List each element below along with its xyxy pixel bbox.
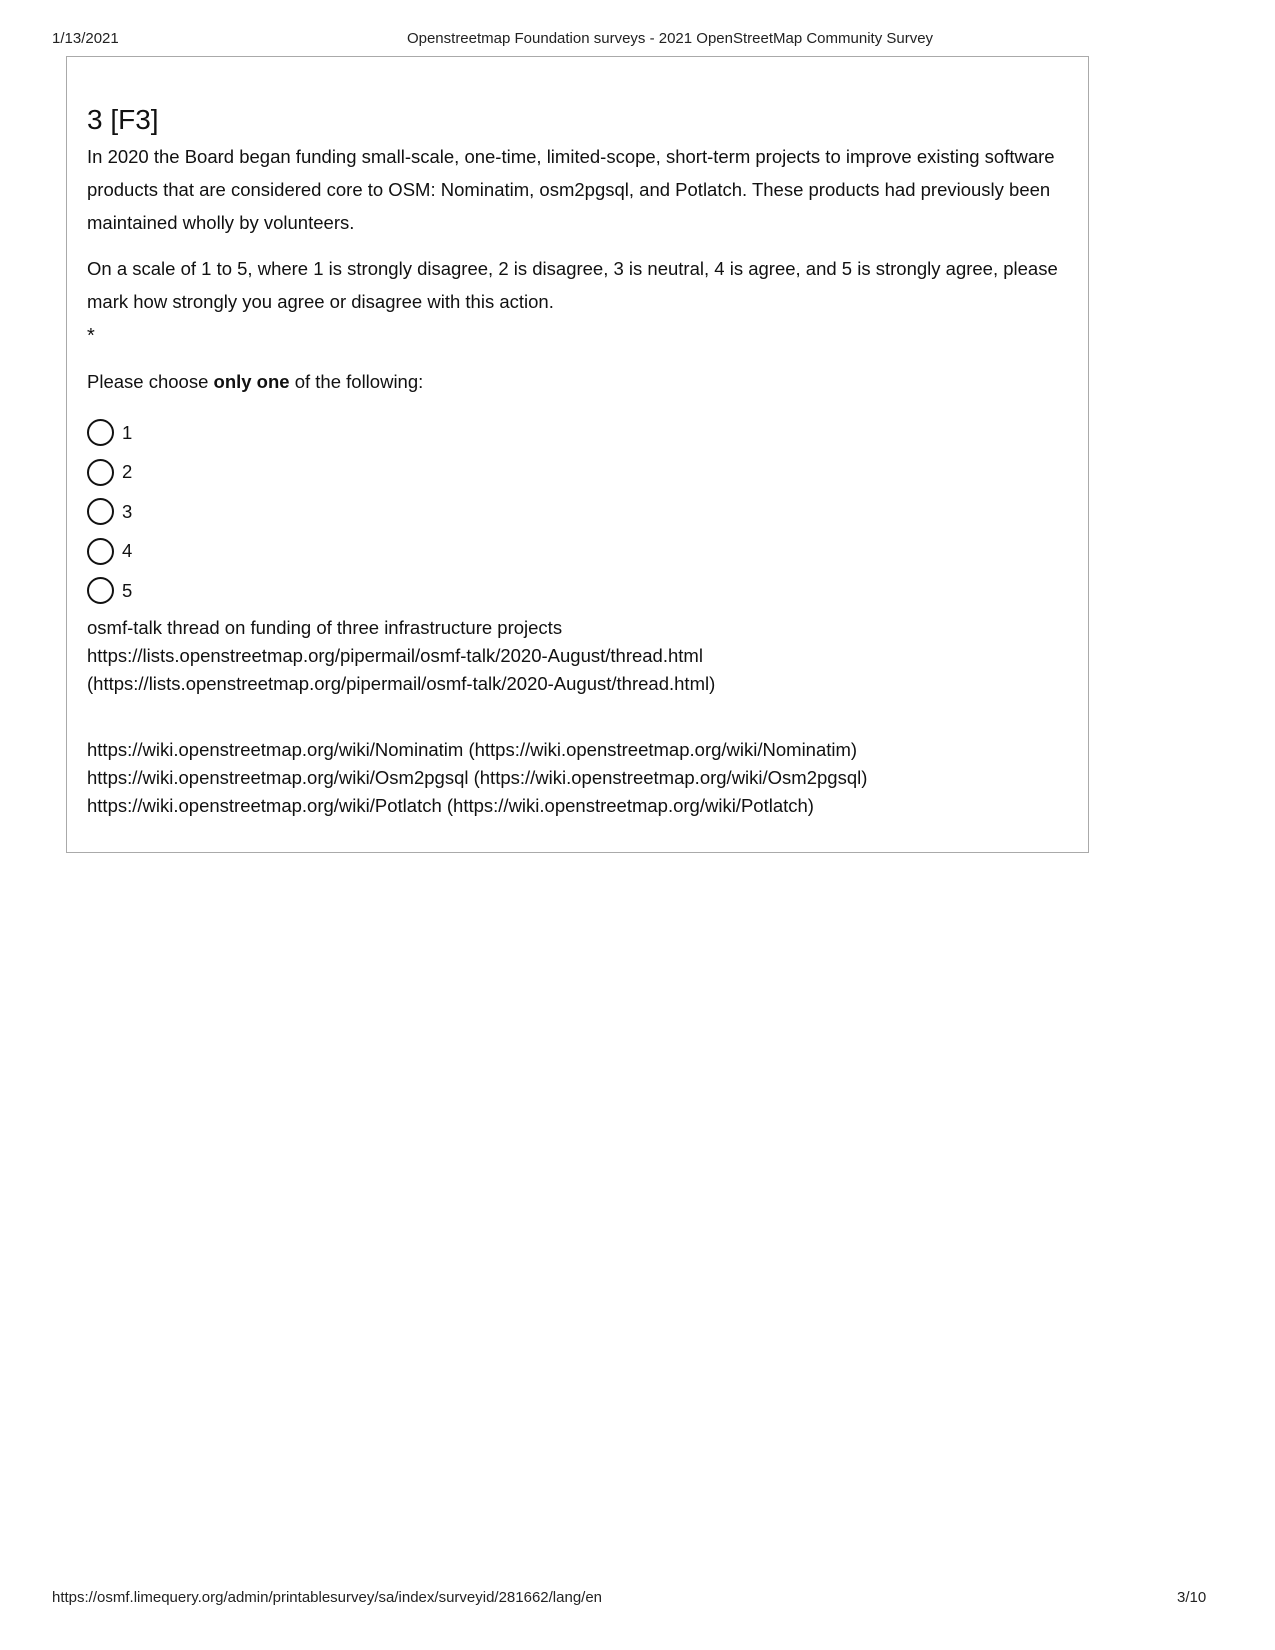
radio-circle-icon[interactable] — [87, 577, 114, 604]
radio-option-5[interactable] — [87, 571, 1068, 611]
help-text — [87, 614, 1068, 820]
option-label: 5 — [122, 579, 133, 601]
required-mark: * — [87, 325, 95, 347]
option-label: 1 — [122, 421, 133, 443]
radio-option-1[interactable] — [87, 413, 1068, 453]
thread-label: osmf-talk thread on funding of three infrastructure projects — [87, 616, 563, 638]
print-date: 1/13/2021 — [52, 30, 119, 47]
radio-circle-icon[interactable] — [87, 498, 114, 525]
thread-link-paren[interactable]: (https://lists.openstreetmap.org/pipermail/osmf-talk/2020-August/thread.html) — [87, 672, 716, 694]
question-intro: In 2020 the Board began funding small-scale, one-time, limited-scope, short-term projects to improve existing software products that are considered core to OSM: Nominatim, osm2pgsql, and Potlatch. These products had previously been maintained wholly by volunteers. — [87, 146, 1055, 233]
question-scale-text: On a scale of 1 to 5, where 1 is strongly disagree, 2 is disagree, 3 is neutral, 4 is agree, and 5 is strongly agree, please mark how strongly you agree or disagree with this action. — [87, 258, 1058, 312]
footer-url: https://osmf.limequery.org/admin/printablesurvey/sa/index/surveyid/281662/lang/en — [52, 1589, 603, 1606]
wiki-link-potlatch[interactable]: https://wiki.openstreetmap.org/wiki/Potlatch (https://wiki.openstreetmap.org/wiki/Potlatch) — [87, 794, 814, 816]
radio-group — [87, 413, 1068, 611]
radio-option-3[interactable] — [87, 492, 1068, 532]
choose-suffix: of the following: — [289, 371, 424, 392]
radio-option-4[interactable] — [87, 532, 1068, 572]
wiki-link-nominatim[interactable]: https://wiki.openstreetmap.org/wiki/Nominatim (https://wiki.openstreetmap.org/wiki/Nominatim) — [87, 738, 858, 760]
wiki-link-osm2pgsql[interactable]: https://wiki.openstreetmap.org/wiki/Osm2pgsql (https://wiki.openstreetmap.org/wiki/Osm2pgsql) — [87, 766, 868, 788]
radio-circle-icon[interactable] — [87, 459, 114, 486]
choose-bold: only one — [213, 371, 290, 392]
option-label: 4 — [122, 540, 133, 562]
choose-instruction — [87, 365, 1068, 398]
option-label: 2 — [122, 461, 133, 483]
question-code: 3 [F3] — [87, 104, 159, 135]
radio-circle-icon[interactable] — [87, 419, 114, 446]
radio-circle-icon[interactable] — [87, 538, 114, 565]
thread-link[interactable]: https://lists.openstreetmap.org/pipermail/osmf-talk/2020-August/thread.html — [87, 644, 703, 666]
page-number: 3/10 — [1177, 1589, 1207, 1606]
document-title: Openstreetmap Foundation surveys - 2021 OpenStreetMap Community Survey — [406, 30, 934, 47]
choose-prefix: Please choose — [87, 371, 214, 392]
radio-option-2[interactable] — [87, 453, 1068, 493]
question-card — [66, 56, 1089, 853]
option-label: 3 — [122, 500, 133, 522]
